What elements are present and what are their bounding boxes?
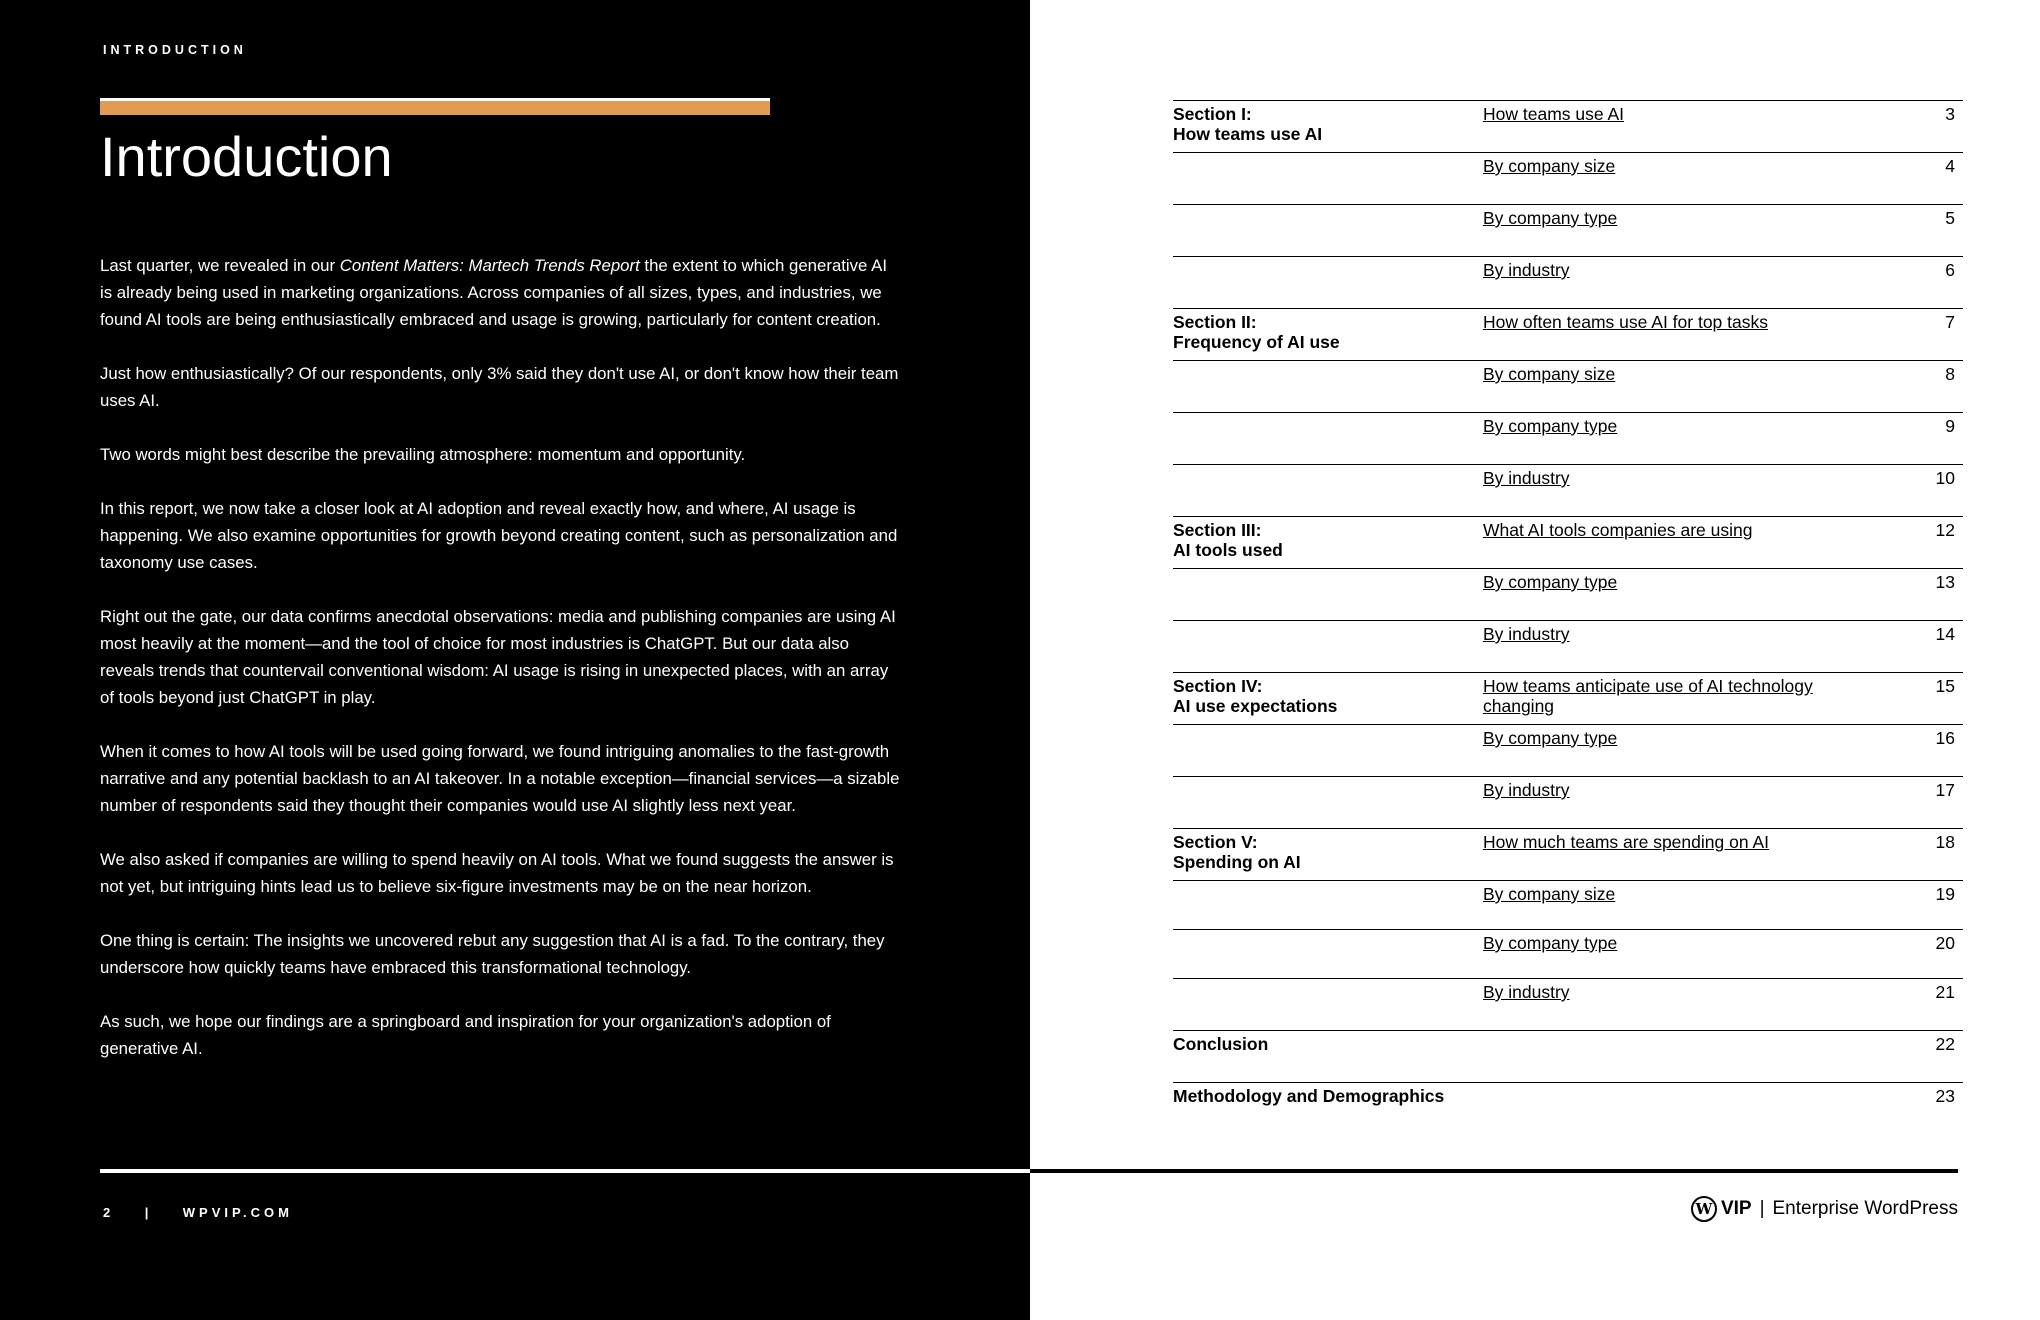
toc-row — [1173, 412, 1963, 464]
toc-page-number: 17 — [1935, 780, 1955, 800]
toc-link[interactable]: By company size — [1483, 884, 1616, 904]
toc-link[interactable]: By company type — [1483, 416, 1618, 436]
toc-link[interactable]: By company size — [1483, 364, 1616, 384]
toc-page-number: 20 — [1935, 933, 1955, 953]
toc-row — [1173, 620, 1963, 672]
toc-row — [1173, 256, 1963, 308]
toc-link[interactable]: By industry — [1483, 982, 1570, 1002]
toc-page-number: 16 — [1935, 728, 1955, 748]
toc-row — [1173, 516, 1963, 568]
toc-row — [1173, 100, 1963, 152]
toc-page-number: 6 — [1945, 260, 1955, 280]
toc-link[interactable]: By industry — [1483, 468, 1570, 488]
toc-link[interactable]: By company type — [1483, 208, 1618, 228]
toc-section-title: Methodology and Demographics — [1173, 1086, 1445, 1106]
toc-row — [1173, 568, 1963, 620]
brand-name: Enterprise WordPress — [1772, 1198, 1958, 1219]
intro-paragraph: Just how enthusiastically? Of our respondents, only 3% said they don't use AI, or don't know how their team uses AI. — [100, 364, 899, 410]
toc-page-number: 23 — [1935, 1086, 1955, 1106]
toc-page-number: 3 — [1945, 104, 1955, 124]
toc-row — [1173, 672, 1963, 724]
toc-page-number: 8 — [1945, 364, 1955, 384]
toc-row — [1173, 1030, 1963, 1082]
toc-section-title: Section II: Frequency of AI use — [1173, 312, 1340, 352]
toc-page-number: 21 — [1935, 982, 1955, 1002]
toc-row — [1173, 828, 1963, 880]
intro-paragraph: In this report, we now take a closer look at AI adoption and reveal exactly how, and where, AI usage is happening. We also examine opportunities for growth beyond creating content, such as personalization and taxonomy use cases. — [100, 499, 898, 572]
toc-page-number: 10 — [1935, 468, 1955, 488]
toc-row — [1173, 776, 1963, 828]
table-of-contents — [1173, 100, 1963, 1134]
toc-page-number: 22 — [1935, 1034, 1955, 1054]
toc-row — [1173, 464, 1963, 516]
toc-link[interactable]: What AI tools companies are using — [1483, 520, 1753, 540]
intro-paragraph: Right out the gate, our data confirms anecdotal observations: media and publishing companies are using AI most heavily at the moment—and the tool of choice for most industries is ChatGPT. But our data also reveals trends that countervail conventional wisdom: AI usage is rising in unexpected places, with an array of tools beyond just ChatGPT in play. — [100, 607, 896, 707]
toc-link[interactable]: How often teams use AI for top tasks — [1483, 312, 1768, 332]
toc-section-title: Section I: How teams use AI — [1173, 104, 1323, 144]
toc-page-number: 5 — [1945, 208, 1955, 228]
footer-page-info — [103, 1205, 293, 1220]
intro-paragraph: We also asked if companies are willing to spend heavily on AI tools. What we found suggests the answer is not yet, but intriguing hints lead us to believe six-figure investments may be on the near horizon. — [100, 850, 894, 896]
report-title: Content Matters: Martech Trends Report — [339, 256, 640, 275]
paragraph-text: the extent to which generative AI is already being used in marketing organizations. Across companies of all sizes, types, and industries, we found AI tools are being enthusiastically embraced and usage is growing, particularly for content creation. — [100, 256, 887, 329]
intro-paragraph: As such, we hope our findings are a springboard and inspiration for your organization's adoption of generative AI. — [100, 1012, 831, 1058]
footer-site-link[interactable]: WPVIP.COM — [182, 1205, 293, 1220]
intro-paragraph: When it comes to how AI tools will be used going forward, we found intriguing anomalies to the fast-growth narrative and any potential backlash to an AI takeover. In a notable exception—financial services—a sizable number of respondents said they thought their companies would use AI slightly less next year. — [100, 742, 900, 815]
toc-page-number: 14 — [1935, 624, 1955, 644]
toc-page-number: 13 — [1935, 572, 1955, 592]
toc-page-number: 4 — [1945, 156, 1955, 176]
brand-logo — [1691, 1196, 1958, 1222]
toc-row — [1173, 152, 1963, 204]
toc-section-title: Section IV: AI use expectations — [1173, 676, 1338, 716]
toc-row — [1173, 929, 1963, 978]
toc-link[interactable]: How much teams are spending on AI — [1483, 832, 1769, 852]
page-title: Introduction — [100, 125, 393, 188]
toc-page-number: 18 — [1935, 832, 1955, 852]
toc-row — [1173, 978, 1963, 1030]
accent-bar — [100, 98, 770, 115]
intro-paragraph: Two words might best describe the prevailing atmosphere: momentum and opportunity. — [100, 445, 746, 464]
toc-row — [1173, 880, 1963, 929]
toc-link[interactable]: By company type — [1483, 933, 1618, 953]
toc-link[interactable]: How teams use AI — [1483, 104, 1625, 124]
toc-page-number: 9 — [1945, 416, 1955, 436]
toc-link[interactable]: By company size — [1483, 156, 1616, 176]
toc-row — [1173, 204, 1963, 256]
footer-rule-left — [100, 1169, 1030, 1173]
intro-paragraph: One thing is certain: The insights we uncovered rebut any suggestion that AI is a fad. To the contrary, they underscore how quickly teams have embraced this transformational technology. — [100, 931, 885, 977]
toc-page-number: 19 — [1935, 884, 1955, 904]
toc-page-number: 7 — [1945, 312, 1955, 332]
toc-link[interactable]: By company type — [1483, 572, 1618, 592]
toc-row — [1173, 724, 1963, 776]
toc-page-number: 15 — [1935, 676, 1955, 696]
section-label: INTRODUCTION — [103, 43, 247, 57]
toc-link[interactable]: By industry — [1483, 780, 1570, 800]
intro-body — [100, 252, 900, 1089]
toc-page-number: 12 — [1935, 520, 1955, 540]
page-number: 2 — [103, 1205, 115, 1220]
toc-link[interactable]: By industry — [1483, 624, 1570, 644]
footer-divider: | — [144, 1205, 153, 1220]
toc-section-title: Conclusion — [1173, 1034, 1269, 1054]
toc-section-title: Section V: Spending on AI — [1173, 832, 1301, 872]
wordpress-logo-icon: W — [1691, 1196, 1717, 1222]
toc-row — [1173, 360, 1963, 412]
toc-row — [1173, 308, 1963, 360]
paragraph-text: Last quarter, we revealed in our — [100, 256, 340, 275]
toc-link[interactable]: How teams anticipate use of AI technology changing — [1483, 676, 1813, 716]
brand-vip: VIP — [1720, 1198, 1752, 1219]
toc-section-title: Section III: AI tools used — [1173, 520, 1283, 560]
brand-separator: | — [1759, 1198, 1765, 1219]
toc-link[interactable]: By company type — [1483, 728, 1618, 748]
intro-paragraph — [100, 252, 900, 333]
toc-row — [1173, 1082, 1963, 1134]
toc-link[interactable]: By industry — [1483, 260, 1570, 280]
